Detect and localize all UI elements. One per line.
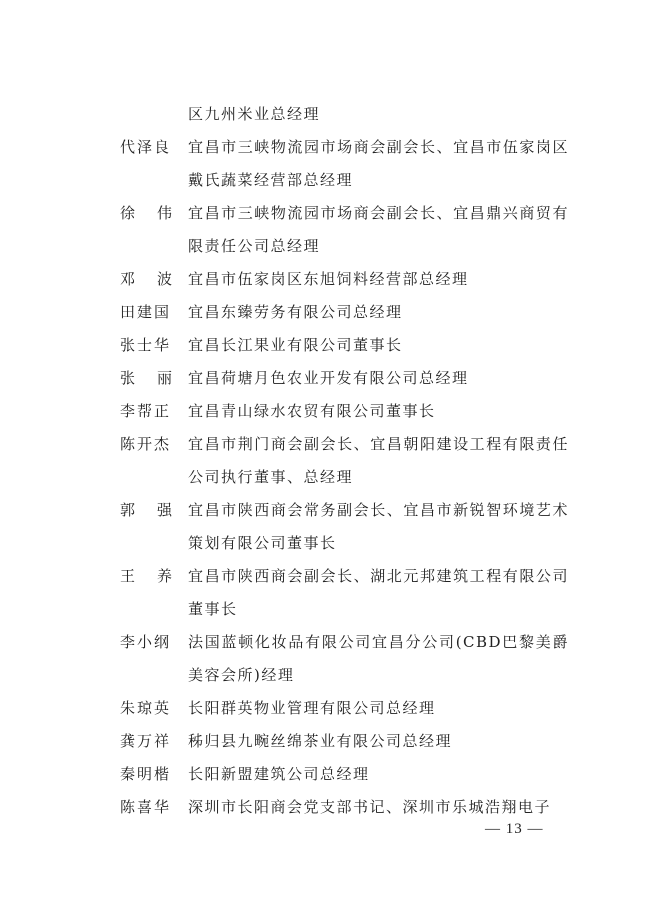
member-name: 徐 伟	[120, 204, 172, 222]
list-item	[0, 329, 655, 362]
member-title: 宜昌荷塘月色农业开发有限公司总经理	[188, 369, 469, 387]
list-item	[0, 428, 655, 494]
list-item	[0, 362, 655, 395]
member-title: 宜昌青山绿水农贸有限公司董事长	[188, 402, 436, 420]
member-name: 秦明楷	[120, 765, 172, 783]
member-title: 法国蓝顿化妆品有限公司宜昌分公司(CBD巴黎美爵美容会所)经理	[188, 633, 569, 684]
list-item	[0, 758, 655, 791]
member-title: 深圳市长阳商会党支部书记、深圳市乐城浩翔电子	[188, 798, 552, 816]
member-title: 宜昌长江果业有限公司董事长	[188, 336, 403, 354]
member-list	[0, 98, 655, 824]
list-item	[0, 197, 655, 263]
member-name: 代泽良	[120, 138, 172, 156]
member-title: 宜昌市陕西商会副会长、湖北元邦建筑工程有限公司董事长	[188, 567, 569, 618]
list-item	[0, 131, 655, 197]
member-name: 朱琼英	[120, 699, 172, 717]
member-title: 秭归县九畹丝绵茶业有限公司总经理	[188, 732, 453, 750]
entry-list	[0, 131, 655, 824]
continuation-line	[0, 98, 655, 131]
member-name: 郭 强	[120, 501, 172, 519]
member-name: 王 养	[120, 567, 172, 585]
continuation-text: 区九州米业总经理	[188, 105, 321, 123]
list-item	[0, 494, 655, 560]
member-title: 宜昌东臻劳务有限公司总经理	[188, 303, 403, 321]
list-item	[0, 395, 655, 428]
member-title: 宜昌市荆门商会副会长、宜昌朝阳建设工程有限责任公司执行董事、总经理	[188, 435, 569, 486]
list-item	[0, 692, 655, 725]
member-name: 张士华	[120, 336, 172, 354]
member-name: 龚万祥	[120, 732, 172, 750]
list-item	[0, 560, 655, 626]
member-title: 宜昌市陕西商会常务副会长、宜昌市新锐智环境艺术策划有限公司董事长	[188, 501, 569, 552]
list-item	[0, 725, 655, 758]
member-title: 宜昌市伍家岗区东旭饲料经营部总经理	[188, 270, 469, 288]
member-title: 宜昌市三峡物流园市场商会副会长、宜昌市伍家岗区戴氏蔬菜经营部总经理	[188, 138, 569, 189]
member-title: 长阳群英物业管理有限公司总经理	[188, 699, 436, 717]
list-item	[0, 791, 655, 824]
member-name: 邓 波	[120, 270, 172, 288]
list-item	[0, 296, 655, 329]
list-item	[0, 626, 655, 692]
page-number: — 13 —	[485, 821, 544, 837]
member-name: 李小纲	[120, 633, 172, 651]
member-name: 陈开杰	[120, 435, 172, 453]
member-title: 宜昌市三峡物流园市场商会副会长、宜昌鼎兴商贸有限责任公司总经理	[188, 204, 569, 255]
member-name: 田建国	[120, 303, 172, 321]
list-item	[0, 263, 655, 296]
member-name: 张 丽	[120, 369, 172, 387]
member-title: 长阳新盟建筑公司总经理	[188, 765, 370, 783]
member-name: 陈喜华	[120, 798, 172, 816]
member-name: 李帮正	[120, 402, 172, 420]
